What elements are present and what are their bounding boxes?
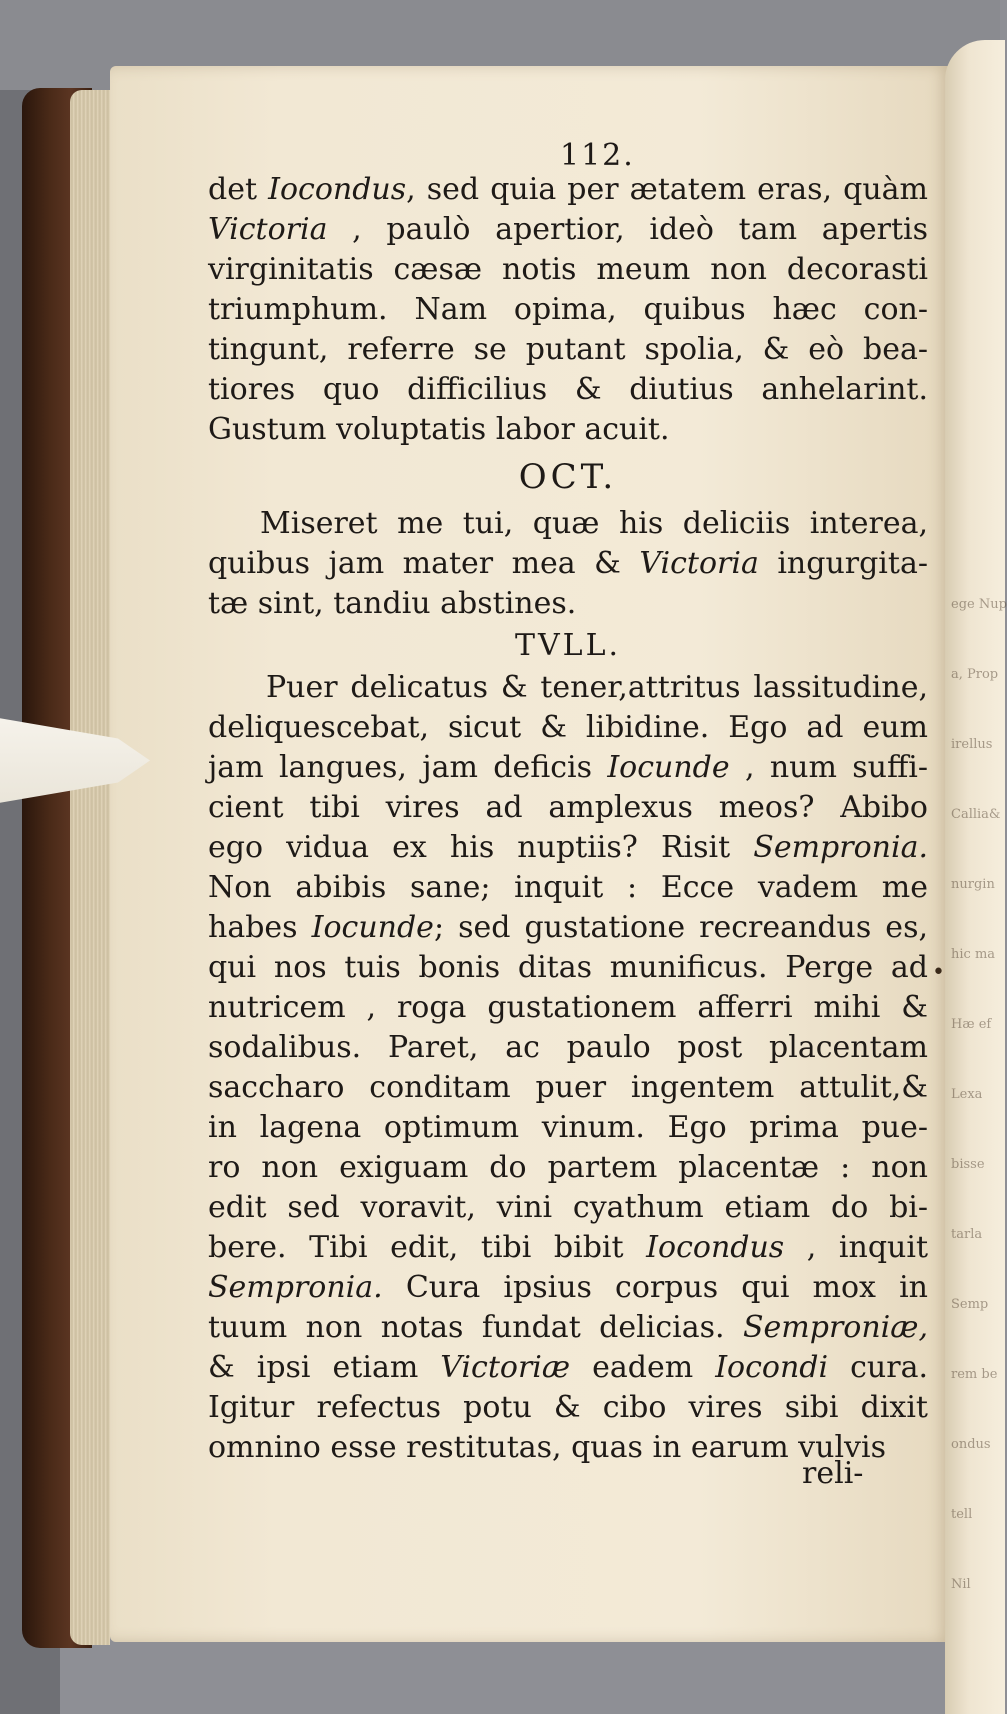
text-line	[208, 708, 928, 748]
facing-page-fragment: a, Prop	[951, 667, 999, 682]
text-line	[208, 788, 928, 828]
text-line	[208, 1148, 928, 1188]
paragraph	[208, 170, 928, 450]
catchword: reli-	[802, 1456, 864, 1491]
text-run: cura.	[828, 1350, 928, 1385]
text-run: virginitatis cæsæ notis meum non decorasti	[208, 252, 928, 287]
speaker-heading: OCT.	[518, 457, 618, 497]
facing-page-fragment: tell	[951, 1507, 973, 1522]
facing-page-fragment: Lexa	[951, 1087, 983, 1102]
text-run: in lagena optimum vinum. Ego prima pue-	[208, 1110, 928, 1145]
speaker-heading: TVLL.	[514, 628, 622, 663]
page-block-edges	[70, 90, 110, 1645]
facing-page-text	[951, 130, 1007, 1600]
paragraph	[208, 668, 928, 1468]
text-run: ro non exiguam do partem placentæ : non	[208, 1150, 928, 1185]
page-number: 112.	[560, 138, 635, 173]
italic-name: Iocondus	[646, 1230, 785, 1265]
text-run: , sed quia per ætatem eras, quàm	[406, 172, 928, 207]
italic-name: Iocondi	[715, 1350, 829, 1385]
text-line	[208, 1348, 928, 1388]
text-line	[208, 948, 928, 988]
text-run: cient tibi vires ad amplexus meos? Abibo	[208, 790, 928, 825]
text-run: saccharo conditam puer ingentem attulit,&	[208, 1070, 928, 1105]
text-run: & ipsi etiam	[208, 1350, 441, 1385]
facing-page-fragment: irellus	[951, 737, 993, 752]
text-run: Non abibis sane; inquit : Ecce vadem me	[208, 870, 928, 905]
text-line	[208, 330, 928, 370]
text-run: ingurgita-	[758, 546, 928, 581]
italic-name: Iocunde	[311, 910, 434, 945]
text-run: , num suffi-	[729, 750, 929, 785]
facing-page-fragment: ege Nup	[951, 597, 1007, 612]
text-line	[208, 1188, 928, 1228]
facing-page-fragment: Callia&	[951, 807, 1001, 822]
facing-page-fragment: Hæ ef	[951, 1017, 992, 1032]
text-run: , paulò apertior, ideò tam apertis	[327, 212, 928, 247]
facing-page-fragment: nurgin	[951, 877, 995, 892]
text-run: jam langues, jam deficis	[208, 750, 608, 785]
text-line	[208, 210, 928, 250]
text-run: Puer delicatus & tener,attritus lassitudine,	[266, 670, 928, 705]
text-line	[208, 1228, 928, 1268]
italic-name: Victoria	[639, 546, 759, 581]
text-run: habes	[208, 910, 312, 945]
facing-page-fragment: tarla	[951, 1227, 983, 1242]
paragraph	[208, 504, 928, 624]
text-line	[208, 988, 928, 1028]
text-run: omnino esse restitutas, quas in earum vulvis	[208, 1430, 886, 1465]
text-line	[208, 1028, 928, 1068]
italic-name: Sempronia.	[753, 830, 928, 865]
text-run: tæ sint, tandiu abstines.	[208, 586, 577, 621]
text-line	[208, 170, 928, 210]
facing-page-fragment: bisse	[951, 1157, 985, 1172]
text-line	[208, 290, 928, 330]
text-line	[208, 250, 928, 290]
text-line	[208, 828, 928, 868]
italic-name: Victoria	[208, 212, 328, 247]
text-run: deliquescebat, sicut & libidine. Ego ad eum	[208, 710, 928, 745]
italic-name: Victoriæ	[440, 1350, 571, 1385]
text-line	[208, 748, 928, 788]
text-run: edit sed voravit, vini cyathum etiam do bi-	[208, 1190, 928, 1225]
italic-name: Sempronia.	[208, 1270, 383, 1305]
facing-page-mark: •	[932, 960, 945, 985]
text-run: , inquit	[784, 1230, 929, 1265]
italic-name: Semproniæ,	[742, 1310, 928, 1345]
text-line	[208, 370, 928, 410]
facing-page-fragment: Nil	[951, 1577, 971, 1592]
text-run: eadem	[570, 1350, 716, 1385]
text-line	[208, 908, 928, 948]
text-run: tingunt, referre se putant spolia, & eò bea-	[208, 332, 928, 367]
text-run: nutricem , roga gustationem afferri mihi &	[208, 990, 928, 1025]
text-run: sodalibus. Paret, ac paulo post placentam	[208, 1030, 928, 1065]
text-line	[208, 1388, 928, 1428]
text-run: tuum non notas fundat delicias.	[208, 1310, 743, 1345]
italic-name: Iocondus	[268, 172, 407, 207]
facing-page-fragment: Semp	[951, 1297, 989, 1312]
text-run: ; sed gustatione recreandus es,	[433, 910, 928, 945]
text-run: Cura ipsius corpus qui mox in	[382, 1270, 928, 1305]
text-line	[208, 1108, 928, 1148]
text-line	[208, 1268, 928, 1308]
text-line	[208, 868, 928, 908]
text-run: triumphum. Nam opima, quibus hæc con-	[208, 292, 928, 327]
text-run: tiores quo difficilius & diutius anhelarint.	[208, 372, 928, 407]
text-line	[208, 668, 928, 708]
text-line	[208, 504, 928, 544]
facing-page-fragment: rem be	[951, 1367, 998, 1382]
text-run: ego vidua ex his nuptiis? Risit	[208, 830, 754, 865]
text-run: Miseret me tui, quæ his deliciis interea,	[260, 506, 928, 541]
text-line	[208, 1068, 928, 1108]
text-run: quibus jam mater mea &	[208, 546, 640, 581]
text-line	[208, 1308, 928, 1348]
text-line	[208, 410, 928, 450]
facing-page-fragment: ondus	[951, 1437, 991, 1452]
facing-page-fragment: hic ma	[951, 947, 996, 962]
text-run: Gustum voluptatis labor acuit.	[208, 412, 670, 447]
text-run: det	[208, 172, 269, 207]
text-line	[208, 544, 928, 584]
text-run: qui nos tuis bonis ditas munificus. Perge ad	[208, 950, 928, 985]
text-run: Igitur refectus potu & cibo vires sibi dixit	[208, 1390, 928, 1425]
page-body	[208, 170, 928, 1468]
text-run: bere. Tibi edit, tibi bibit	[208, 1230, 647, 1265]
text-line	[208, 584, 928, 624]
italic-name: Iocunde	[607, 750, 730, 785]
facing-page-edge	[945, 40, 1005, 1714]
